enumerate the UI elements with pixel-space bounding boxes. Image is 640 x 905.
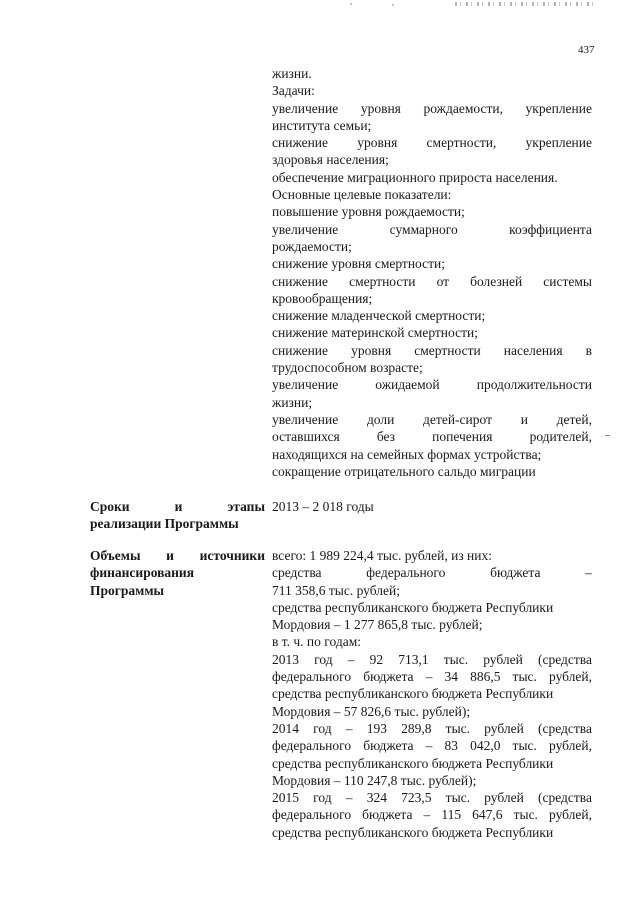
funding-label-line: Программы (90, 582, 165, 598)
goals-line: снижение уровня смертности; (272, 256, 446, 272)
goals-line: обеспечение миграционного прироста населения. (272, 169, 558, 185)
goals-line: снижение уровня смертности, укрепление (272, 135, 592, 151)
goals-line: Задачи: (272, 83, 315, 99)
goals-line: сокращение отрицательного сальдо миграции (272, 463, 536, 479)
goals-line: трудоспособном возрасте; (272, 360, 423, 376)
goals-line: увеличение уровня рождаемости, укрепление (272, 100, 592, 116)
funding-line: 711 358,6 тыс. рублей; (272, 582, 400, 598)
scan-artifact (455, 2, 595, 6)
goals-line: находящихся на семейных формах устройства; (272, 446, 542, 462)
funding-line: всего: 1 989 224,4 тыс. рублей, из них: (272, 548, 492, 563)
funding-line: средства республиканского бюджета Республики (272, 824, 554, 840)
goals-line: кровообращения; (272, 290, 373, 306)
goals-line: снижение материнской смертности; (272, 325, 478, 341)
funding-line: 2014 год – 193 289,8 тыс. рублей (средства (272, 720, 592, 736)
goals-line: увеличение суммарного коэффициента (272, 221, 592, 237)
funding-line: средства республиканского бюджета Республики (272, 599, 554, 615)
funding-line: Мордовия – 1 277 865,8 тыс. рублей; (272, 617, 483, 633)
margin-mark (605, 435, 610, 436)
goals-line: снижение смертности от болезней системы (272, 273, 592, 289)
goals-line: увеличение доли детей-сирот и детей, (272, 411, 592, 427)
terms-value: 2013 – 2 018 годы (272, 499, 374, 514)
funding-line: Мордовия – 110 247,8 тыс. рублей); (272, 772, 477, 788)
scan-artifact-dot (350, 3, 352, 5)
funding-line: средства республиканского бюджета Республики (272, 686, 554, 702)
goals-line: жизни; (272, 394, 313, 410)
funding-line: федерального бюджета – 34 886,5 тыс. рублей, (272, 669, 592, 685)
funding-label (90, 547, 265, 599)
goals-line: снижение младенческой смертности; (272, 308, 486, 324)
goals-continuation (272, 65, 592, 480)
goals-line: рождаемости; (272, 238, 352, 254)
funding-line: 2015 год – 324 723,5 тыс. рублей (средства (272, 790, 592, 806)
goals-line: жизни. (272, 66, 312, 81)
goals-line: института семьи; (272, 117, 372, 133)
funding-line: 2013 год – 92 713,1 тыс. рублей (средства (272, 651, 592, 667)
funding-line: федерального бюджета – 83 042,0 тыс. рублей, (272, 738, 592, 754)
funding-label-line: финансирования (90, 565, 195, 581)
funding-label-line: Объемы и источники (90, 548, 265, 563)
funding-details (272, 547, 592, 841)
goals-line: снижение уровня смертности населения в (272, 342, 592, 358)
funding-line: средства республиканского бюджета Республики (272, 755, 554, 771)
funding-line: Мордовия – 57 826,6 тыс. рублей); (272, 703, 471, 719)
goals-line: Основные целевые показатели: (272, 187, 452, 203)
page-number: 437 (578, 44, 595, 56)
goals-line: оставшихся без попечения родителей, (272, 429, 592, 445)
terms-label-line: реализации Программы (90, 516, 239, 532)
goals-line: увеличение ожидаемой продолжительности (272, 377, 592, 393)
terms-label (90, 498, 265, 533)
goals-line: здоровья населения; (272, 152, 389, 168)
funding-line: федерального бюджета – 115 647,6 тыс. рублей, (272, 807, 592, 823)
funding-line: в т. ч. по годам: (272, 634, 361, 650)
goals-line: повышение уровня рождаемости; (272, 204, 465, 220)
funding-line: средства федерального бюджета – (272, 565, 592, 581)
terms-label-line: Сроки и этапы (90, 499, 265, 514)
terms-value-block (272, 498, 592, 515)
scan-artifact-dot (392, 4, 394, 6)
